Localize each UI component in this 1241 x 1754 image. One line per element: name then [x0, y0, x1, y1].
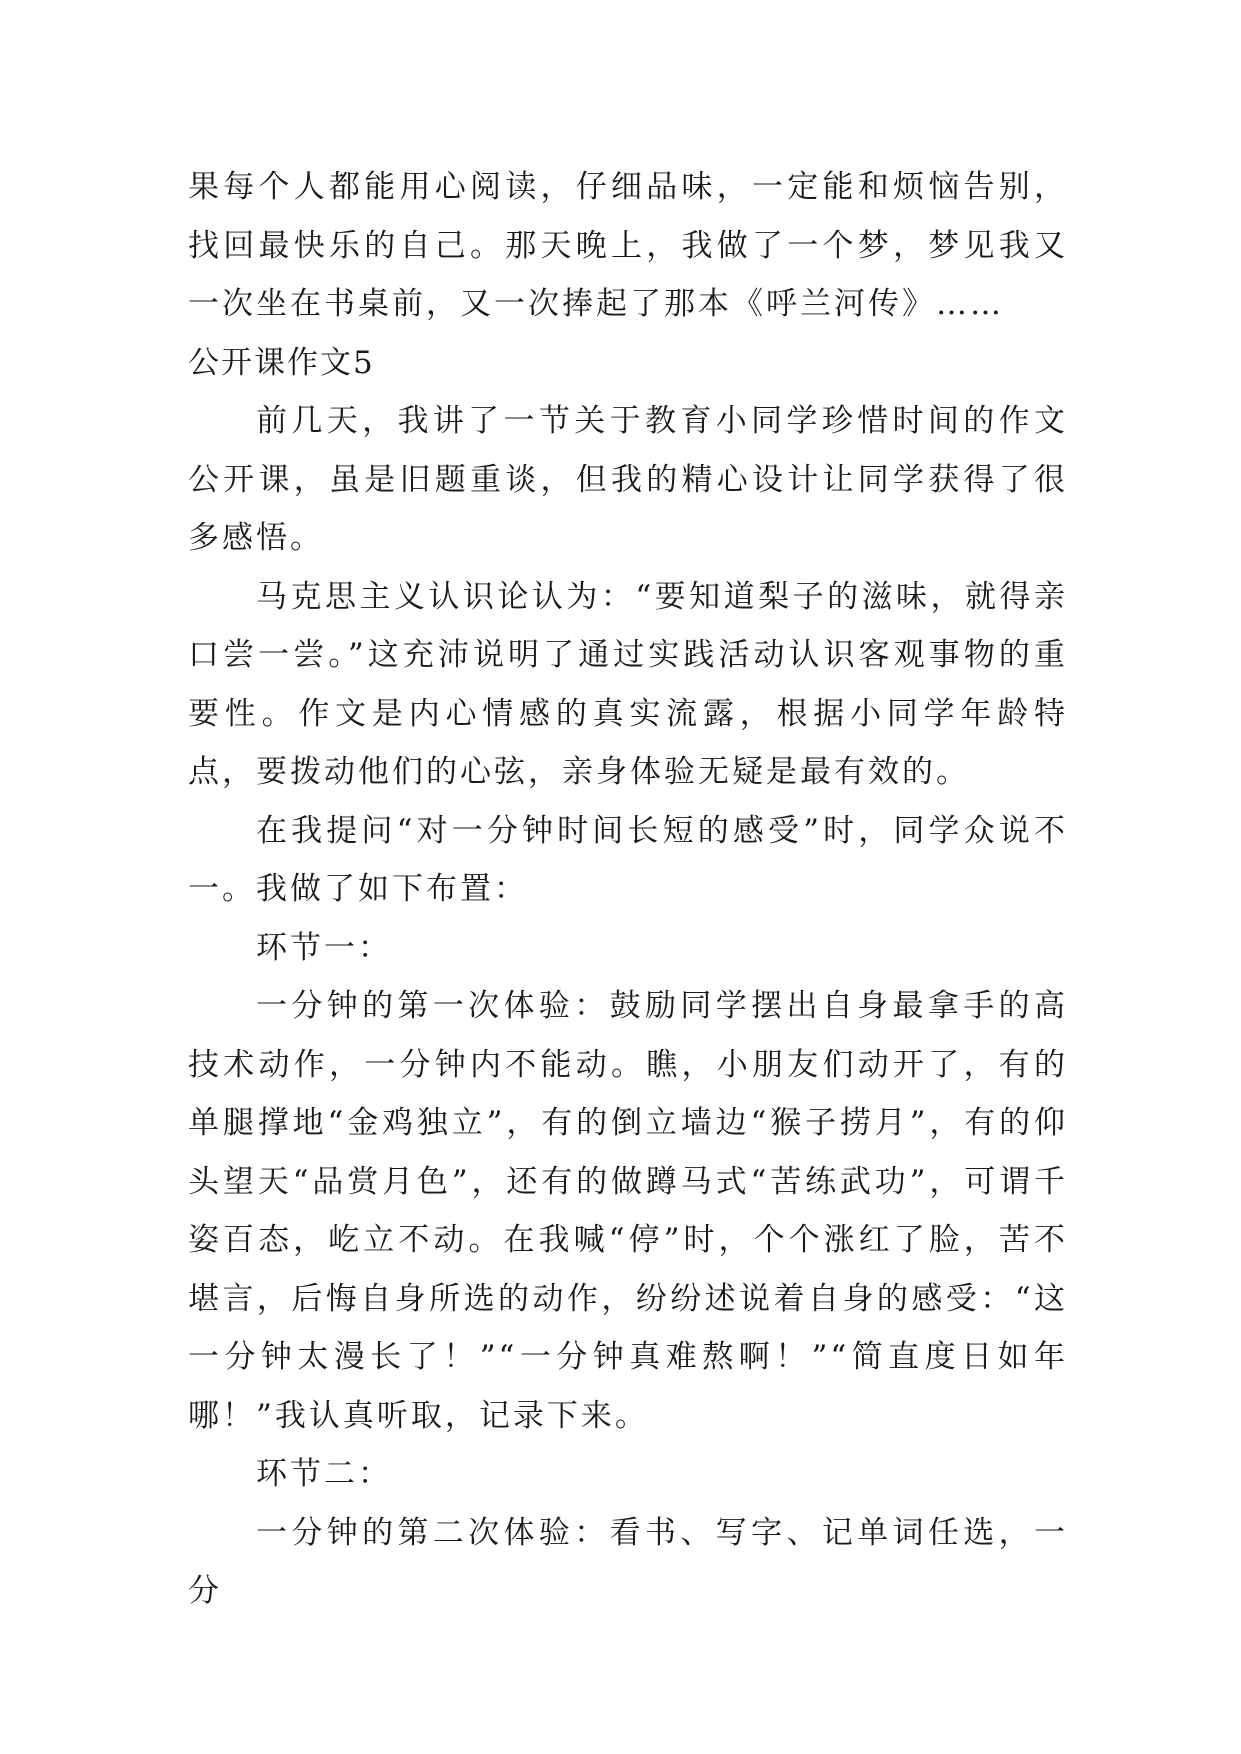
paragraph-step-two-body: 一分钟的第二次体验：看书、写字、记单词任选，一分	[188, 1514, 1068, 1609]
section-heading: 公开课作文5	[188, 344, 375, 381]
paragraph-step-one-label: 环节一：	[256, 929, 392, 966]
paragraph-marxism-quote: 马克思主义认识论认为：“要知道梨子的滋味，就得亲口尝一尝。”这充沛说明了通过实践活动认识客观事物的重要性。作文是内心情感的真实流露，根据小同学年龄特点，要拨动他们的心弦，亲身体验无疑是最有效的。	[188, 578, 1068, 790]
paragraph-reading-conclusion: 果每个人都能用心阅读，仔细品味，一定能和烦恼告别，找回最快乐的自己。那天晚上，我做了一个梦，梦见我又一次坐在书桌前，又一次捧起了那本《呼兰河传》……	[188, 169, 1068, 322]
paragraph-intro: 前几天，我讲了一节关于教育小同学珍惜时间的作文公开课，虽是旧题重谈，但我的精心设计让同学获得了很多感悟。	[188, 403, 1068, 556]
document-body	[188, 158, 1068, 1621]
paragraph-step-two-label: 环节二：	[256, 1456, 392, 1492]
paragraph-question: 在我提问“对一分钟时间长短的感受”时，同学众说不一。我做了如下布置：	[188, 812, 1068, 907]
paragraph-step-one-body: 一分钟的第一次体验：鼓励同学摆出自身最拿手的高技术动作，一分钟内不能动。瞧，小朋友们动开了，有的单腿撑地“金鸡独立”，有的倒立墙边“猴子捞月”，有的仰头望天“品赏月色”，还有的做蹲马式“苦练武功”，可谓千姿百态，屹立不动。在我喊“停”时，个个涨红了脸，苦不堪言，后悔自身所选的动作，纷纷述说着自身的感受：“这一分钟太漫长了！”“一分钟真难熬啊！”“简直度日如年哪！”我认真听取，记录下来。	[188, 988, 1068, 1434]
